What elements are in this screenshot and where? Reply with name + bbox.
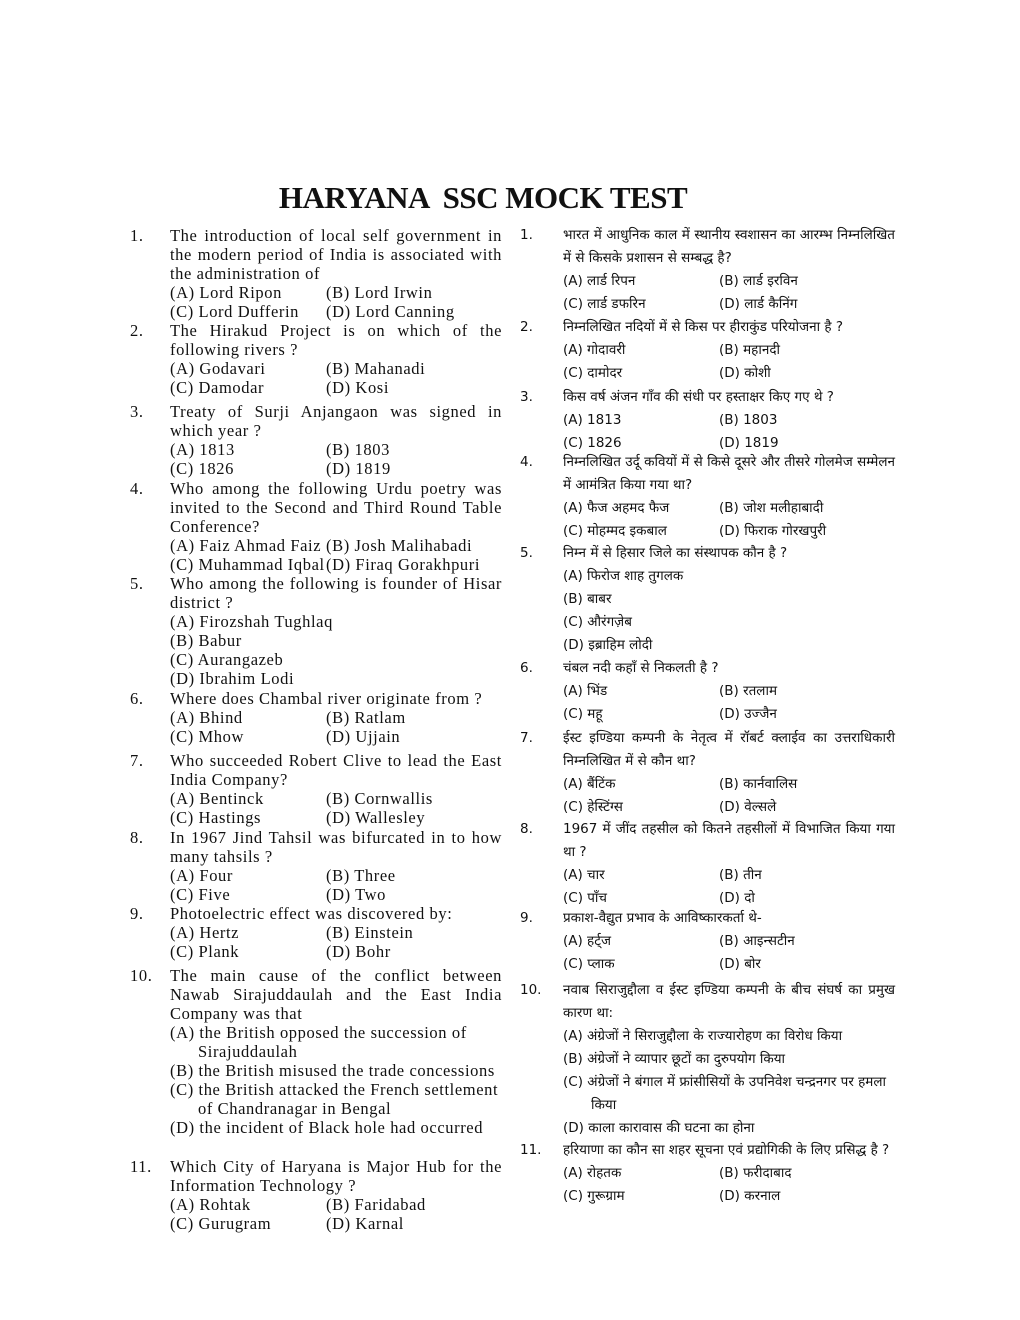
- option: (D) Ujjain: [326, 727, 401, 746]
- options: [563, 930, 895, 976]
- option: (C) गुरूग्राम: [563, 1188, 625, 1204]
- options: [170, 789, 502, 827]
- option: (A) फैज अहमद फैज: [563, 500, 670, 516]
- option: (C) Plank: [170, 942, 240, 961]
- option: (A) अंग्रेजों ने सिराजुद्दौला के राज्यारोहण का विरोध किया: [563, 1028, 843, 1044]
- option: (A) रोहतक: [563, 1165, 622, 1181]
- options: [170, 440, 502, 478]
- question-number: 2.: [130, 321, 144, 340]
- options: [170, 283, 502, 321]
- option: (C) 1826: [563, 435, 622, 451]
- question-text: निम्नलिखित उर्दू कवियों में से किसे दूसरे और तीसरे गोलमेज सम्मेलन में आमंत्रित किया गया था?: [563, 454, 895, 493]
- option: (B) Babur: [170, 631, 242, 650]
- option: (C) the British attacked the French settlement of Chandranagar in Bengal: [170, 1080, 499, 1118]
- options: [563, 565, 895, 657]
- option: (D) Bohr: [326, 942, 391, 961]
- question-text: हरियाणा का कौन सा शहर सूचना एवं प्रद्योगिकी के लिए प्रसिद्ध है ?: [563, 1142, 890, 1158]
- option: (C) Five: [170, 885, 231, 904]
- options: [170, 1023, 502, 1137]
- option: (B) Three: [326, 866, 396, 885]
- option: (A) चार: [563, 867, 605, 883]
- question-number: 10.: [130, 966, 153, 985]
- question-body: [170, 904, 502, 961]
- option: (C) हेस्टिंग्स: [563, 799, 623, 815]
- options: [170, 923, 502, 961]
- option: (D) करनाल: [719, 1188, 781, 1204]
- options: [563, 270, 895, 316]
- question-body: [563, 316, 895, 385]
- options: [170, 866, 502, 904]
- question-text: The introduction of local self government in the modern period of India is associated with the administration of: [170, 226, 502, 283]
- options: [563, 864, 895, 910]
- option: (A) लार्ड रिपन: [563, 273, 636, 289]
- question-number: 9.: [130, 904, 144, 923]
- option: (A) Bhind: [170, 708, 243, 727]
- options: [563, 339, 895, 385]
- question-text: नवाब सिराजुद्दौला व ईस्ट इण्डिया कम्पनी के बीच संघर्ष का प्रमुख कारण था:: [563, 982, 895, 1021]
- option: (A) 1813: [563, 412, 622, 428]
- option: (C) 1826: [170, 459, 234, 478]
- option: (D) Wallesley: [326, 808, 426, 827]
- option: (B) Mahanadi: [326, 359, 426, 378]
- option: (A) गोदावरी: [563, 342, 626, 358]
- option: (D) Ibrahim Lodi: [170, 669, 295, 688]
- option: (C) पाँच: [563, 890, 607, 906]
- question-number: 9.: [520, 910, 533, 926]
- question-number: 8.: [130, 828, 144, 847]
- option: (A) हर्ट्ज: [563, 933, 612, 949]
- options: [170, 612, 502, 688]
- option: (D) वेल्सले: [719, 799, 777, 815]
- question-text: निम्न में से हिसार जिले का संस्थापक कौन है ?: [563, 545, 788, 561]
- options: [170, 708, 502, 746]
- option: (A) the British opposed the succession of Sirajuddaulah: [170, 1023, 467, 1061]
- question-number: 5.: [520, 545, 533, 561]
- question-body: [563, 451, 895, 543]
- question-number: 8.: [520, 821, 533, 837]
- question-body: [170, 966, 502, 1137]
- option: (C) Mhow: [170, 727, 245, 746]
- option: (B) Josh Malihabadi: [326, 536, 473, 555]
- option: (A) Rohtak: [170, 1195, 251, 1214]
- option: (D) उज्जैन: [719, 706, 777, 722]
- options: [563, 1162, 895, 1208]
- option: (A) भिंड: [563, 683, 608, 699]
- option: (D) दो: [719, 890, 755, 906]
- option: (A) Four: [170, 866, 234, 885]
- option: (D) Firaq Gorakhpuri: [326, 555, 481, 574]
- question-text: निम्नलिखित नदियों में से किस पर हीराकुंड परियोजना है ?: [563, 319, 844, 335]
- option: (B) तीन: [719, 867, 762, 883]
- option: (D) काला कारावास की घटना का होना: [563, 1120, 755, 1136]
- page-title: HARYANA SSC MOCK TEST: [278, 180, 688, 215]
- option: (D) Lord Canning: [326, 302, 455, 321]
- option: (D) Karnal: [326, 1214, 404, 1233]
- question-body: [170, 226, 502, 321]
- option: (B) Faridabad: [326, 1195, 426, 1214]
- option: (A) Godavari: [170, 359, 266, 378]
- question-number: 4.: [520, 454, 533, 470]
- question-body: [170, 321, 502, 397]
- option: (D) कोशी: [719, 365, 771, 381]
- option: (D) लार्ड कैनिंग: [719, 296, 798, 312]
- option: (C) दामोदर: [563, 365, 623, 381]
- option: (C) Hastings: [170, 808, 262, 827]
- option: (B) 1803: [719, 412, 778, 428]
- question-text: Who among the following Urdu poetry was invited to the Second and Third Round Table Conference?: [170, 479, 502, 536]
- options: [170, 536, 502, 574]
- question-body: [170, 689, 502, 746]
- option: (A) Hertz: [170, 923, 240, 942]
- question-body: [563, 542, 895, 657]
- option: (A) Faiz Ahmad Faiz: [170, 536, 322, 555]
- question-number: 2.: [520, 319, 533, 335]
- option: (D) फिराक गोरखपुरी: [719, 523, 827, 539]
- question-text: The main cause of the conflict between Nawab Sirajuddaulah and the East India Company was that: [170, 966, 502, 1023]
- option: (B) Ratlam: [326, 708, 406, 727]
- question-text: In 1967 Jind Tahsil was bifurcated in to how many tahsils ?: [170, 828, 502, 866]
- option: (B) the British misused the trade concessions: [170, 1061, 495, 1080]
- question-number: 3.: [520, 389, 533, 405]
- question-number: 7.: [520, 730, 533, 746]
- question-number: 4.: [130, 479, 144, 498]
- option: (A) Bentinck: [170, 789, 264, 808]
- question-text: प्रकाश-वैद्युत प्रभाव के आविष्कारकर्ता थे-: [563, 910, 762, 926]
- question-text: Treaty of Surji Anjangaon was signed in which year ?: [170, 402, 502, 440]
- question-text: चंबल नदी कहाँ से निकलती है ?: [563, 660, 719, 676]
- question-number: 11.: [130, 1157, 152, 1176]
- option: (C) Muhammad Iqbal: [170, 555, 325, 574]
- option: (B) महानदी: [719, 342, 780, 358]
- question-number: 6.: [130, 689, 144, 708]
- question-body: [563, 386, 895, 455]
- question-text: Photoelectric effect was discovered by:: [170, 904, 453, 923]
- option: (C) Damodar: [170, 378, 265, 397]
- option: (C) महू: [563, 706, 603, 722]
- option: (A) Lord Ripon: [170, 283, 282, 302]
- question-number: 5.: [130, 574, 144, 593]
- option: (C) लार्ड डफरिन: [563, 296, 646, 312]
- option: (C) औरंगज़ेब: [563, 614, 632, 630]
- question-text: Where does Chambal river originate from ?: [170, 689, 483, 708]
- question-number: 7.: [130, 751, 144, 770]
- question-body: [563, 1139, 895, 1208]
- option: (B) Lord Irwin: [326, 283, 433, 302]
- option: (C) मोहम्मद इकबाल: [563, 523, 667, 539]
- question-number: 3.: [130, 402, 144, 421]
- question-number: 11.: [520, 1142, 542, 1158]
- option: (C) Lord Dufferin: [170, 302, 300, 321]
- option: (C) Gurugram: [170, 1214, 272, 1233]
- question-body: [563, 907, 895, 976]
- option: (B) फरीदाबाद: [719, 1165, 792, 1181]
- option: (B) आइन्सटीन: [719, 933, 795, 949]
- question-body: [563, 224, 895, 316]
- options: [170, 1195, 502, 1233]
- options: [563, 1025, 895, 1140]
- question-text: Which City of Haryana is Major Hub for the Information Technology ?: [170, 1157, 502, 1195]
- option: (C) Aurangazeb: [170, 650, 284, 669]
- option: (D) Two: [326, 885, 387, 904]
- question-text: किस वर्ष अंजन गाँव की संधी पर हस्ताक्षर किए गए थे ?: [563, 389, 834, 405]
- question-text: 1967 में जींद तहसील को कितने तहसीलों में विभाजित किया गया था ?: [563, 821, 895, 860]
- question-body: [170, 479, 502, 574]
- option: (A) बैंटिंक: [563, 776, 616, 792]
- question-body: [170, 751, 502, 827]
- option: (B) Cornwallis: [326, 789, 433, 808]
- option: (B) 1803: [326, 440, 390, 459]
- option: (C) प्लाक: [563, 956, 615, 972]
- option: (B) कार्नवालिस: [719, 776, 798, 792]
- option: (B) लार्ड इरविन: [719, 273, 798, 289]
- option: (C) अंग्रेजों ने बंगाल में फ्रांसीसियों के उपनिवेश चन्द्रनगर पर हमला किया: [563, 1074, 887, 1113]
- options: [170, 359, 502, 397]
- options: [563, 409, 895, 455]
- question-body: [563, 657, 895, 726]
- option: (D) the incident of Black hole had occurred: [170, 1118, 484, 1137]
- option: (D) Kosi: [326, 378, 390, 397]
- options: [563, 680, 895, 726]
- question-number: 1.: [130, 226, 144, 245]
- question-text: The Hirakud Project is on which of the following rivers ?: [170, 321, 502, 359]
- question-text: भारत में आधुनिक काल में स्थानीय स्वशासन का आरम्भ निम्नलिखित में से किसके प्रशासन से सम्बद्ध है?: [563, 227, 895, 266]
- option: (D) 1819: [719, 435, 779, 451]
- option: (B) बाबर: [563, 591, 612, 607]
- question-number: 1.: [520, 227, 533, 243]
- options: [563, 497, 895, 543]
- question-text: Who among the following is founder of Hisar district ?: [170, 574, 502, 612]
- option: (B) रतलाम: [719, 683, 778, 699]
- option: (D) इब्राहिम लोदी: [563, 637, 653, 653]
- question-body: [170, 1157, 502, 1233]
- option: (B) जोश मलीहाबादी: [719, 500, 824, 516]
- question-body: [563, 727, 895, 819]
- option: (A) 1813: [170, 440, 235, 459]
- option: (D) 1819: [326, 459, 391, 478]
- question-number: 10.: [520, 982, 542, 998]
- question-text: Who succeeded Robert Clive to lead the East India Company?: [170, 751, 502, 789]
- option: (B) Einstein: [326, 923, 414, 942]
- question-body: [170, 574, 502, 688]
- options: [563, 773, 895, 819]
- question-body: [170, 828, 502, 904]
- option: (B) अंग्रेजों ने व्यापार छूटों का दुरुपयोग किया: [563, 1051, 786, 1067]
- question-body: [563, 818, 895, 910]
- question-body: [170, 402, 502, 478]
- question-number: 6.: [520, 660, 533, 676]
- option: (A) फिरोज शाह तुगलक: [563, 568, 684, 584]
- question-text: ईस्ट इण्डिया कम्पनी के नेतृत्व में रॉबर्ट क्लाईव का उत्तराधिकारी निम्नलिखित में से कौन था?: [563, 730, 895, 769]
- option: (D) बोर: [719, 956, 761, 972]
- option: (A) Firozshah Tughlaq: [170, 612, 333, 631]
- question-body: [563, 979, 895, 1140]
